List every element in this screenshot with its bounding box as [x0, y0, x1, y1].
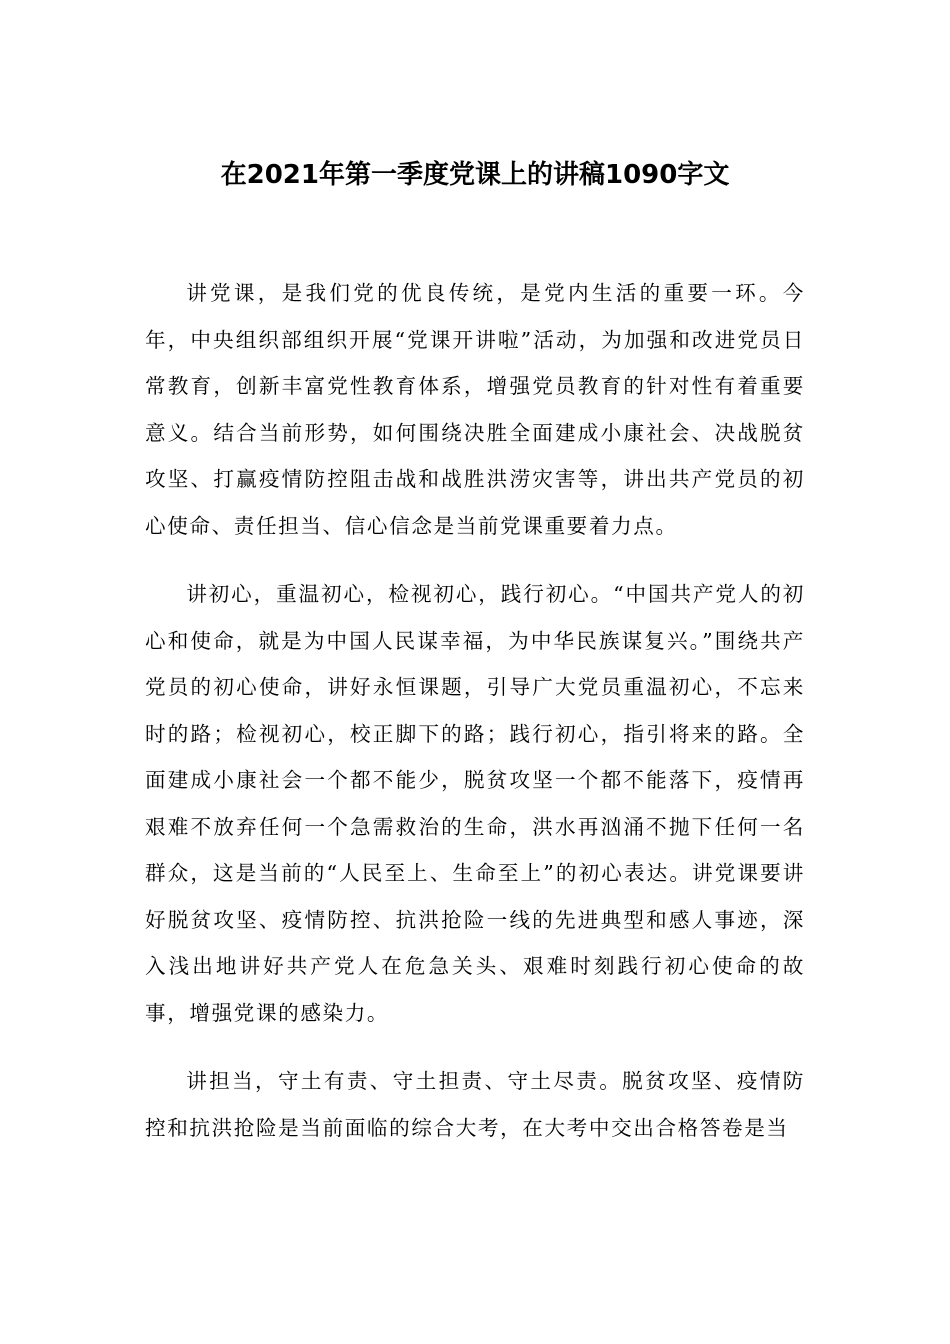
document-title: 在2021年第一季度党课上的讲稿1090字文: [220, 160, 730, 190]
paragraph-1: 讲党课，是我们党的优良传统，是党内生活的重要一环。今年，中央组织部组织开展“党课开讲啦”活动，为加强和改进党员日常教育，创新丰富党性教育体系，增强党员教育的针对性有着重要意义。结合当前形势，如何围绕决胜全面建成小康社会、决战脱贫攻坚、打赢疫情防控阻击战和战胜洪涝灾害等，讲出共产党员的初心使命、责任担当、信心信念是当前党课重要着力点。: [145, 281, 805, 538]
paragraph-2: 讲初心，重温初心，检视初心，践行初心。“中国共产党人的初心和使命，就是为中国人民谋幸福，为中华民族谋复兴。”围绕共产党员的初心使命，讲好永恒课题，引导广大党员重温初心，不忘来时的路；检视初心，校正脚下的路；践行初心，指引将来的路。全面建成小康社会一个都不能少，脱贫攻坚一个都不能落下，疫情再艰难不放弃任何一个急需救治的生命，洪水再汹涌不抛下任何一名群众，这是当前的“人民至上、生命至上”的初心表达。讲党课要讲好脱贫攻坚、疫情防控、抗洪抢险一线的先进典型和感人事迹，深入浅出地讲好共产党人在危急关头、艰难时刻践行初心使命的故事，增强党课的感染力。: [145, 582, 805, 1025]
paragraph-3: 讲担当，守土有责、守土担责、守土尽责。脱贫攻坚、疫情防控和抗洪抢险是当前面临的综合大考，在大考中交出合格答卷是当: [145, 1069, 805, 1140]
document-body: [145, 270, 805, 1151]
